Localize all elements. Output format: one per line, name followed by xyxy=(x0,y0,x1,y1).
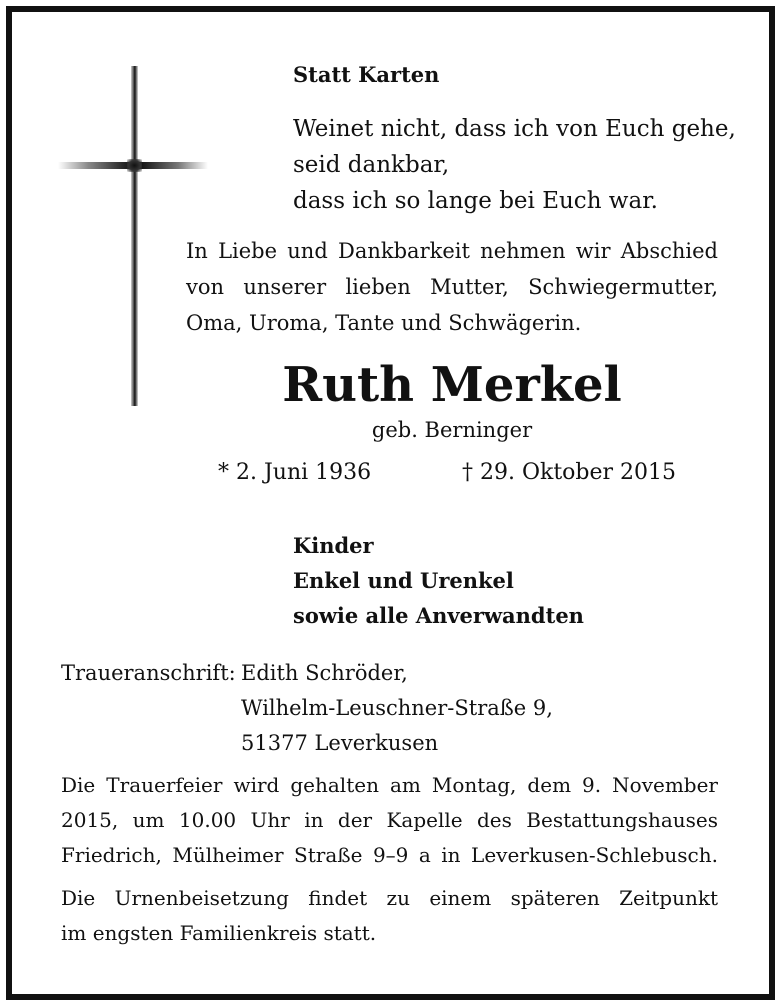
burial-line: im engsten Familienkreis statt. xyxy=(61,921,377,945)
poem-line: seid dankbar, xyxy=(293,152,450,178)
poem xyxy=(293,111,736,219)
burial-line: Die Urnenbeisetzung findet zu einem späteren Zeitpunkt xyxy=(61,886,718,910)
poem-line: Weinet nicht, dass ich von Euch gehe, xyxy=(293,116,736,142)
maiden-name: geb. Berninger xyxy=(371,418,533,442)
address-label: Traueranschrift: xyxy=(61,661,236,685)
intro-heading: Statt Karten xyxy=(293,62,440,87)
mourner-line: Enkel und Urenkel xyxy=(293,568,514,593)
burial-text xyxy=(61,881,718,951)
birth-date: * 2. Juni 1936 xyxy=(218,460,372,485)
address xyxy=(241,656,553,761)
mourners xyxy=(293,528,584,633)
farewell-text xyxy=(186,233,718,341)
farewell-line: Oma, Uroma, Tante und Schwägerin. xyxy=(186,311,582,335)
service-line: Die Trauerfeier wird gehalten am Montag, dem 9. November xyxy=(61,773,718,797)
farewell-line: von unserer lieben Mutter, Schwiegermutter, xyxy=(186,275,718,299)
service-text xyxy=(61,768,718,873)
poem-line: dass ich so lange bei Euch war. xyxy=(293,188,658,214)
service-line: 2015, um 10.00 Uhr in der Kapelle des Bestattungshauses xyxy=(61,808,718,832)
address-line: 51377 Leverkusen xyxy=(241,731,439,755)
address-line: Edith Schröder, xyxy=(241,661,408,685)
address-line: Wilhelm-Leuschner-Straße 9, xyxy=(241,696,553,720)
service-line: Friedrich, Mülheimer Straße 9–9 a in Leverkusen-Schlebusch. xyxy=(61,843,718,867)
cross-icon xyxy=(131,66,138,406)
death-date: † 29. Oktober 2015 xyxy=(462,460,677,485)
cross-icon-center xyxy=(127,159,142,172)
deceased-name: Ruth Merkel xyxy=(282,357,622,413)
obituary-frame xyxy=(6,6,775,1000)
farewell-line: In Liebe und Dankbarkeit nehmen wir Abschied xyxy=(186,239,718,263)
mourner-line: sowie alle Anverwandten xyxy=(293,603,584,628)
mourner-line: Kinder xyxy=(293,533,374,558)
